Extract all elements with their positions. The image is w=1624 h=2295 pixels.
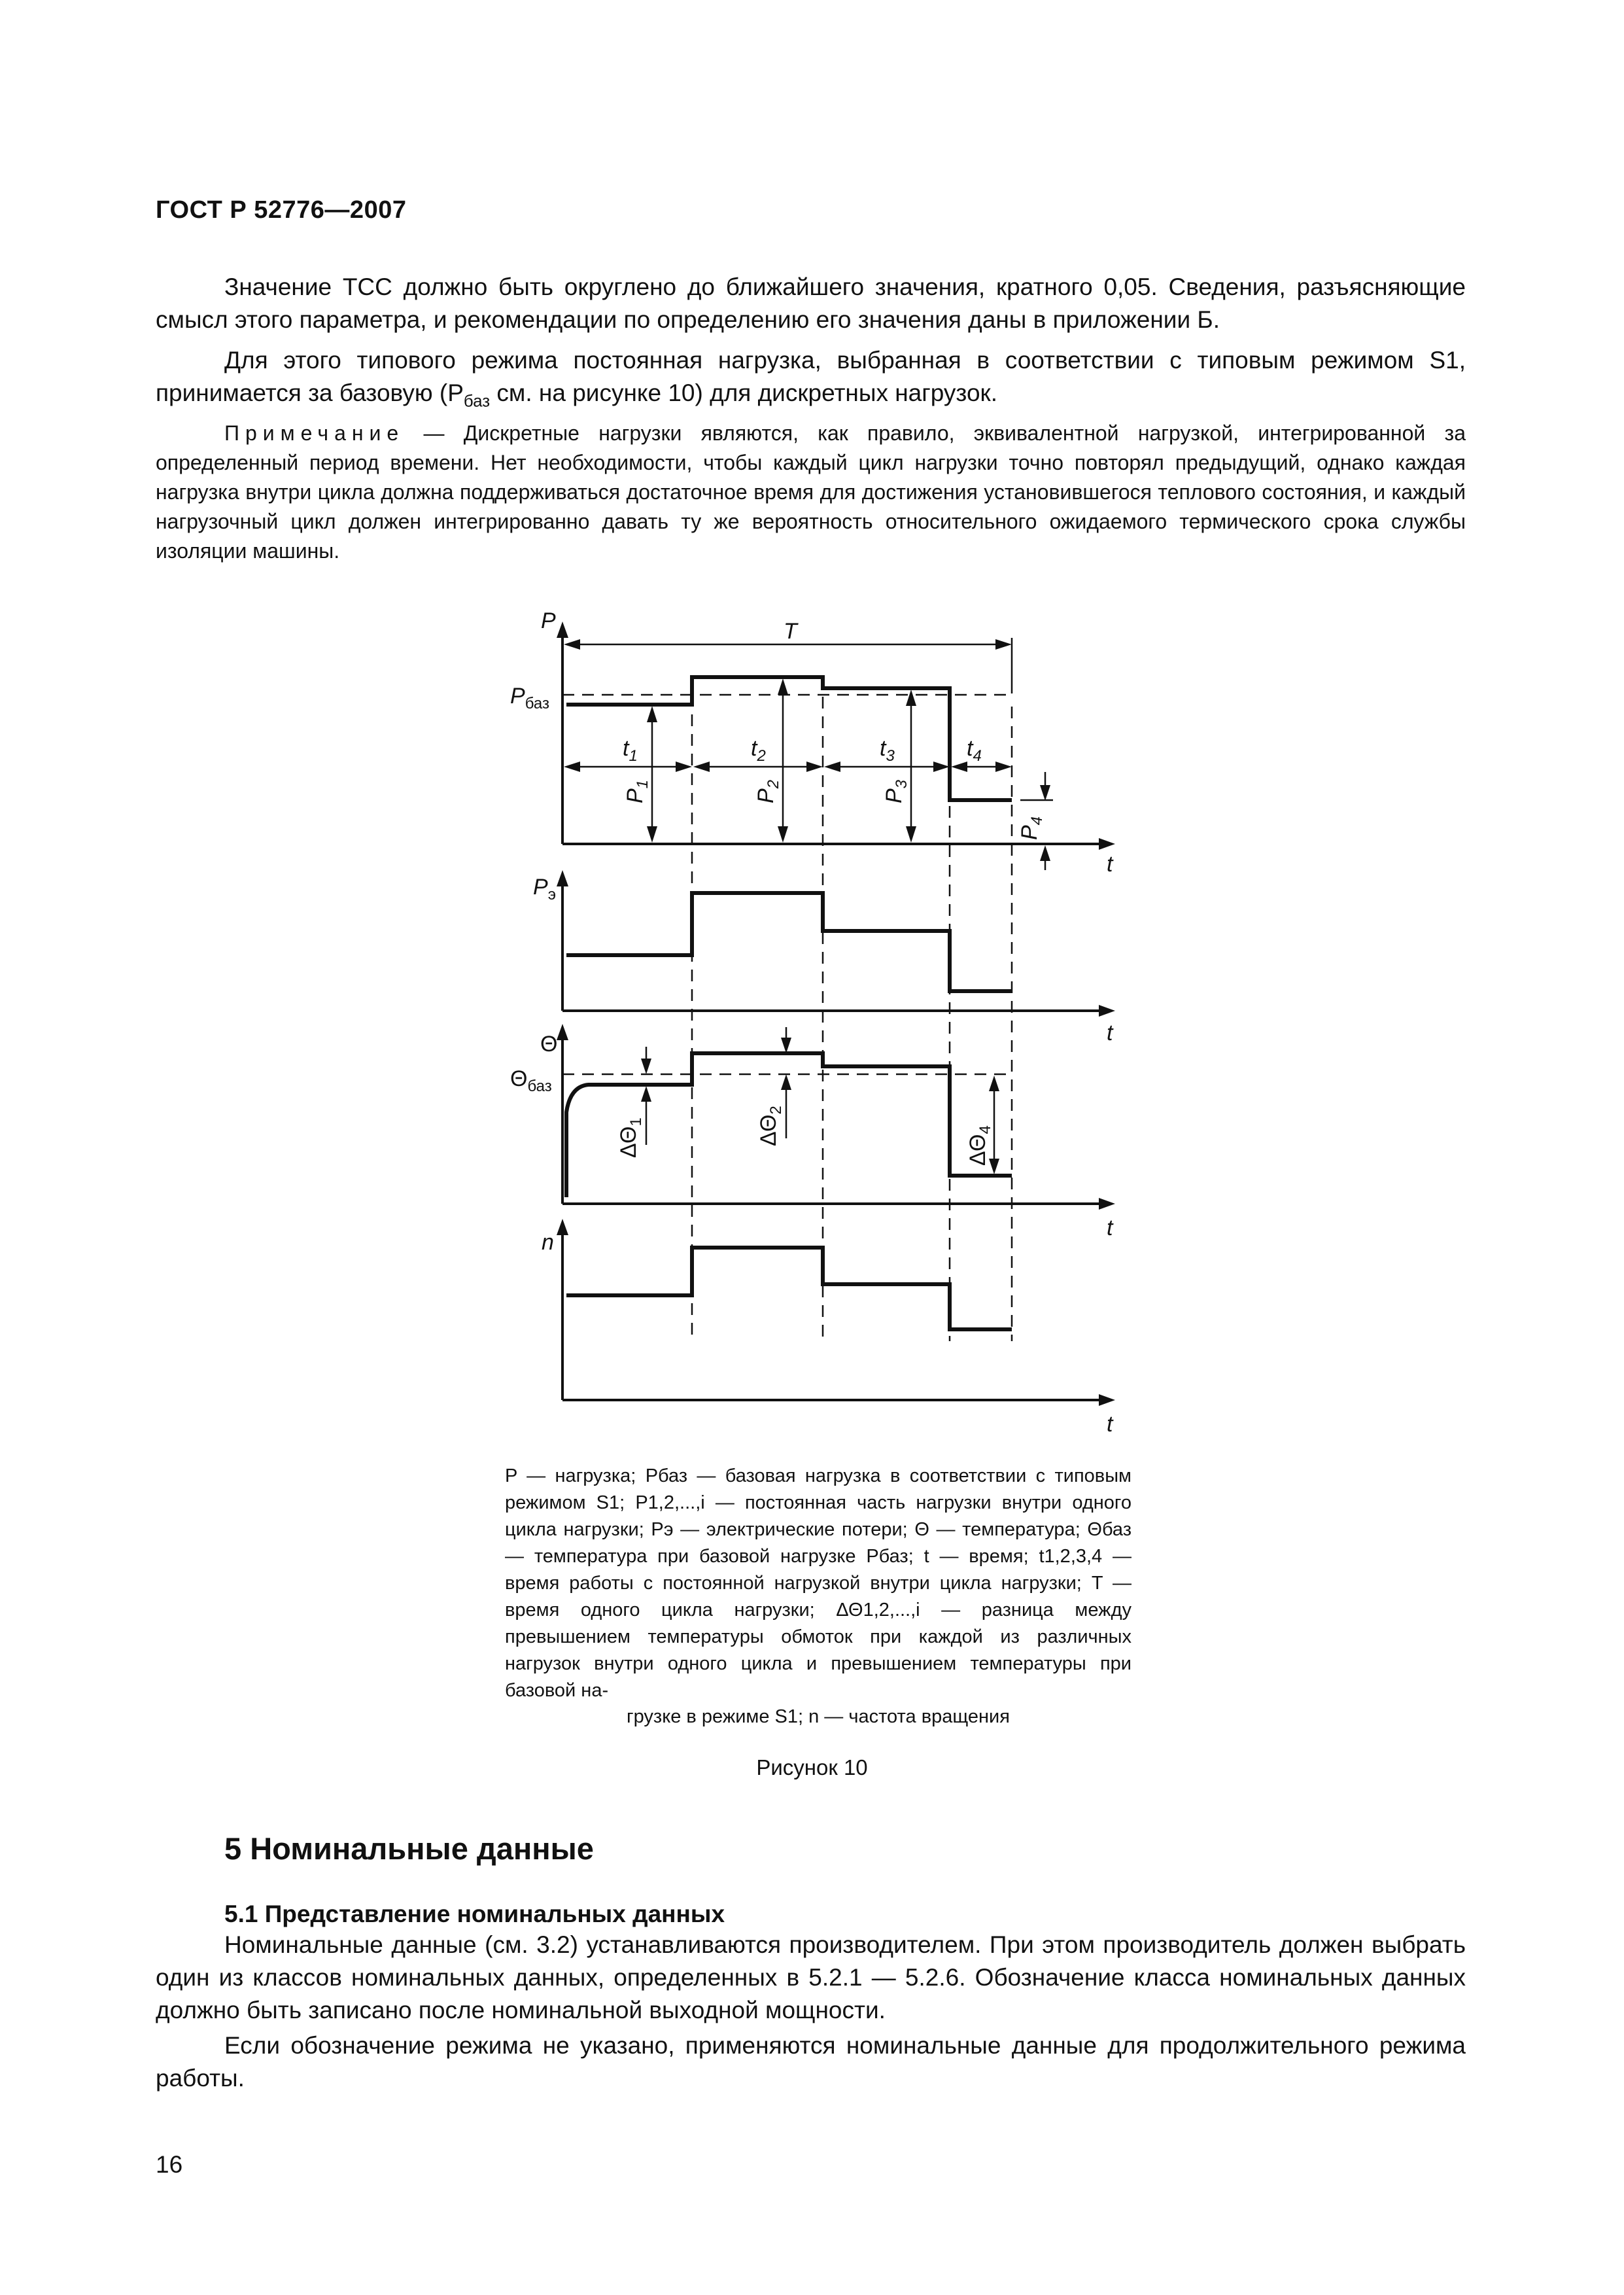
label-t4: $t_4$: [967, 736, 982, 765]
label-pe: $P_э$: [533, 875, 556, 903]
label-t-axis-4: t: [1107, 1412, 1113, 1437]
label-t1: $t_1$: [623, 736, 638, 765]
losses-curve: [566, 893, 1012, 991]
label-thetabaz: $\Theta_{баз}$: [510, 1066, 552, 1095]
paragraph-tcc: Значение ТСС должно быть округлено до ближайшего значения, кратного 0,05. Сведения, разъясняющие смысл этого параметра, и рекомендации по определению его значения даны в приложении Б.: [156, 273, 1466, 333]
figure-legend-last-line: грузке в режиме S1; n — частота вращения: [627, 1706, 1010, 1727]
figure-caption: Рисунок 10: [756, 1755, 868, 1779]
label-p1: $P_1$: [623, 779, 651, 803]
paragraph-ratings-1: Номинальные данные (см. 3.2) устанавливаются производителем. При этом производитель должен выбрать один из классов номинальных данных, определенных в 5.2.1 — 5.2.6. Обозначение класса номинальных данных должно быть записано после номинальной выходной мощности.: [156, 1931, 1466, 2023]
label-t-axis-2: t: [1107, 1021, 1113, 1045]
section-title: 5 Номинальные данные: [224, 1831, 594, 1866]
label-p2: $P_2$: [753, 779, 782, 803]
label-p: P: [541, 608, 556, 633]
label-n: n: [542, 1230, 554, 1255]
label-theta: Θ: [540, 1032, 558, 1057]
label-p3: $P_3$: [882, 779, 910, 803]
document-id: ГОСТ Р 52776—2007: [156, 196, 407, 224]
note-block: Примечание — Дискретные нагрузки являются, как правило, эквивалентной нагрузкой, интегрированной за определенный период времени. Нет необходимости, чтобы каждый цикл нагрузки точно повторял предыдущий, однако каждая нагрузка внутри цикла должна поддерживаться достаточное время для достижения установившегося теплового состояния, и каждый нагрузочный цикл должен интегрированно давать ту же вероятность относительного ожидаемого термического срока службы изоляции машины.: [156, 421, 1466, 563]
speed-curve: [566, 1248, 1012, 1329]
label-dtheta4: $\Delta\Theta_4$: [965, 1125, 994, 1166]
paragraph-base-load: Для этого типового режима постоянная нагрузка, выбранная в соответствии с типовым режимом S1, принимается за базовую ($P_{баз}$ см. на рисунке 10) для дискретных нагрузок.: [156, 347, 1466, 411]
label-dtheta2: $\Delta\Theta_2$: [756, 1106, 785, 1146]
label-T: T: [784, 619, 797, 644]
label-dtheta1: $\Delta\Theta_1$: [616, 1117, 645, 1158]
label-pbaz: $P_{баз}$: [510, 684, 549, 712]
subsection-title: 5.1 Представление номинальных данных: [224, 1901, 725, 1927]
figure-legend: P — нагрузка; Pбаз — базовая нагрузка в соответствии с типовым режимом S1; P1,2,...,i — постоянная часть нагрузки внутри одного цикла нагрузки; Pэ — электрические потери; Θ — температура; Θбаз — температура при базовой нагрузке Pбаз; t — время; t1,2,3,4 — время работы с постоянной нагрузкой внутри цикла нагрузки; T — время одного цикла нагрузки; ΔΘ1,2,...,i — разница между превышением температуры обмоток при каждой из различных нагрузок внутри одного цикла и превышением температуры при базовой на-: [505, 1465, 1132, 1701]
paragraph-ratings-2: Если обозначение режима не указано, применяются номинальные данные для продолжительного режима работы.: [156, 2032, 1466, 2092]
label-p4: $P_4$: [1017, 816, 1046, 840]
page-number: 16: [156, 2151, 183, 2178]
label-t2: $t_2$: [751, 736, 766, 765]
label-t3: $t_3$: [880, 736, 895, 765]
note-label: Примечание: [224, 421, 405, 445]
label-t-axis-3: t: [1107, 1216, 1113, 1240]
label-t-axis-1: t: [1107, 852, 1113, 877]
